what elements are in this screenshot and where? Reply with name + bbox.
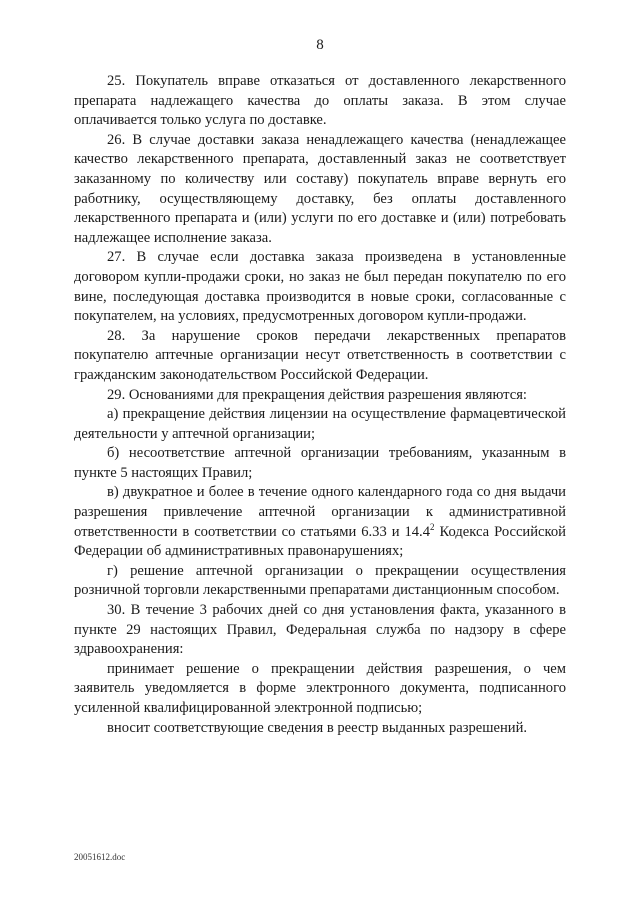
page-number: 8 <box>316 37 324 53</box>
subitem-b: б) несоответствие аптечной организации требованиям, указанным в пункте 5 настоящих Правил; <box>74 445 566 481</box>
paragraph-27: 27. В случае если доставка заказа произведена в установленные договором купли-продажи сроки, но заказ не был передан покупателю по его вине, последующая доставка производится в новые сроки, согласованные с покупателем, на условиях, предусмотренных договором купли-продажи. <box>74 249 566 325</box>
paragraph-30-registry: вносит соответствующие сведения в реестр выданных разрешений. <box>107 719 528 736</box>
subitem-v-text-end: Кодекса Российской Федерации об административных правонарушениях; <box>74 523 566 560</box>
document-body <box>74 72 566 738</box>
paragraph-30: 30. В течение 3 рабочих дней со дня установления факта, указанного в пункте 29 настоящих Правил, Федеральная служба по надзору в сфере здравоохранения: <box>74 602 566 658</box>
footer-file-code: 20051612.doc <box>74 852 126 862</box>
paragraph-26: 26. В случае доставки заказа ненадлежащего качества (ненадлежащее качество лекарственного препарата, доставленный заказ не соответствует заказанному по количеству или составу) покупатель вправе вернуть его работнику, осуществляющему доставку, без оплаты доставленного лекарственного препарата и (или) услуги по его доставке и (или) потребовать надлежащее исполнение заказа. <box>74 131 566 246</box>
superscript-2: 2 <box>430 521 435 532</box>
subitem-v-text-start: в) двукратное и более в течение одного календарного года со дня выдачи разрешения привлечение аптечной организации к административной ответственности в соответствии со статьями 6.33 и 14.4 <box>74 484 566 540</box>
subitem-g: г) решение аптечной организации о прекращении осуществления розничной торговли лекарственными препаратами дистанционным способом. <box>74 562 566 599</box>
subitem-a: а) прекращение действия лицензии на осуществление фармацевтической деятельности у аптечной организации; <box>74 406 566 442</box>
paragraph-25: 25. Покупатель вправе отказаться от доставленного лекарственного препарата надлежащего качества до оплаты заказа. В этом случае оплачивается только услуга по доставке. <box>74 73 566 129</box>
paragraph-29: 29. Основаниями для прекращения действия разрешения являются: <box>107 386 527 403</box>
paragraph-28: 28. За нарушение сроков передачи лекарственных препаратов покупателю аптечные организации несут ответственность в соответствии с гражданским законодательством Российской Федерации. <box>74 327 566 383</box>
paragraph-30-decision: принимает решение о прекращении действия разрешения, о чем заявитель уведомляется в форме электронного документа, подписанного усиленной квалифицированной электронной подписью; <box>74 660 566 716</box>
subitem-v <box>74 483 566 561</box>
